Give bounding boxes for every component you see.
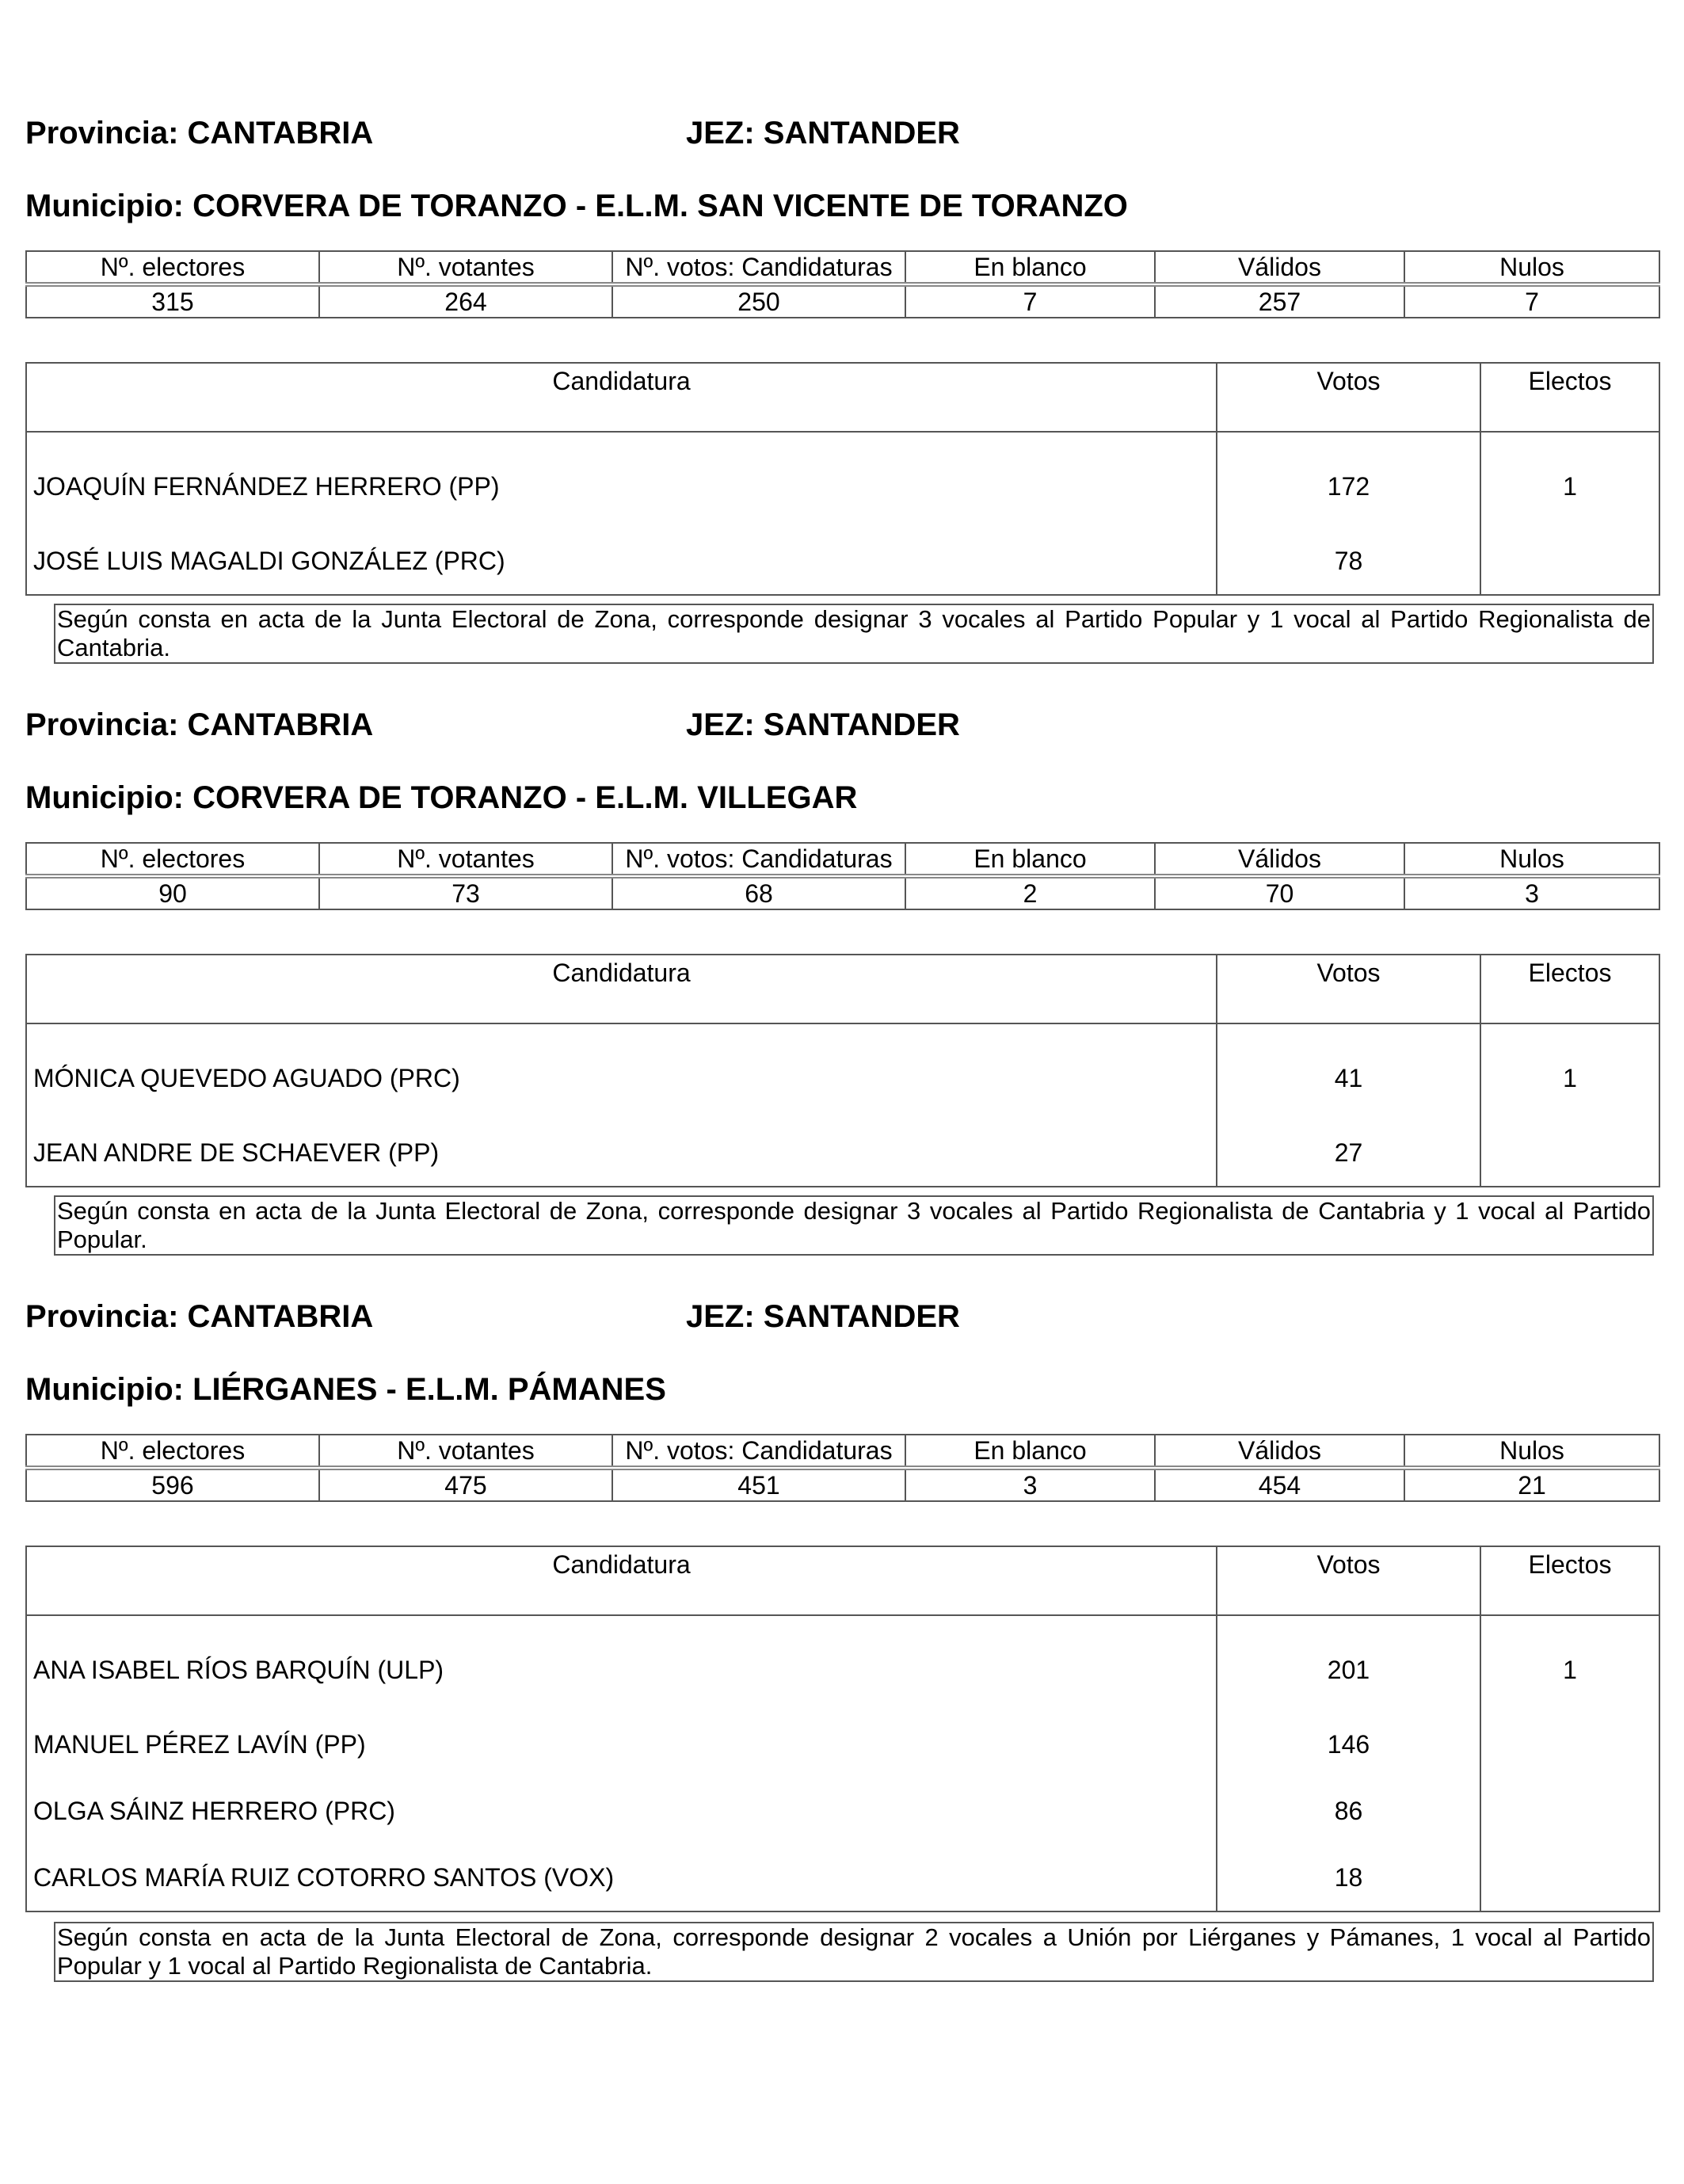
stats-header-cell: Nº. votos: Candidaturas	[612, 1435, 905, 1468]
stats-value-cell: 90	[26, 876, 319, 909]
candidate-electos: 1	[1480, 432, 1659, 528]
stats-header-cell: Nº. votantes	[319, 1435, 612, 1468]
stats-value-cell: 7	[905, 284, 1155, 318]
acta-note: Según consta en acta de la Junta Electoral de Zona, corresponde designar 3 vocales al Partido Regionalista de Cantabria y 1 vocal al Partido Popular.	[54, 1195, 1654, 1256]
stats-header-cell: Nº. votos: Candidaturas	[612, 251, 905, 284]
stats-table	[25, 842, 1660, 910]
candidate-name: ANA ISABEL RÍOS BARQUÍN (ULP)	[26, 1615, 1217, 1711]
stats-header-row	[26, 1435, 1659, 1468]
municipio-title: Municipio: CORVERA DE TORANZO - E.L.M. VILLEGAR	[25, 780, 858, 815]
candidate-row	[26, 528, 1659, 595]
votos-header: Votos	[1217, 363, 1480, 432]
votos-header: Votos	[1217, 1546, 1480, 1615]
stats-value-cell: 70	[1155, 876, 1404, 909]
jez-label: JEZ: SANTANDER	[686, 116, 960, 151]
acta-note: Según consta en acta de la Junta Electoral de Zona, corresponde designar 2 vocales a Unión por Liérganes y Pámanes, 1 vocal al Partido Popular y 1 vocal al Partido Regionalista de Cantabria.	[54, 1922, 1654, 1982]
stats-value-cell: 451	[612, 1468, 905, 1501]
stats-value-cell: 257	[1155, 284, 1404, 318]
candidate-name: OLGA SÁINZ HERRERO (PRC)	[26, 1778, 1217, 1844]
candidate-name: JOSÉ LUIS MAGALDI GONZÁLEZ (PRC)	[26, 528, 1217, 595]
stats-header-cell: Nº. votantes	[319, 843, 612, 876]
candidate-electos	[1480, 1711, 1659, 1778]
candidatura-header: Candidatura	[26, 955, 1217, 1023]
candidate-row	[26, 1844, 1659, 1911]
candidate-name: MÓNICA QUEVEDO AGUADO (PRC)	[26, 1023, 1217, 1119]
stats-table	[25, 1434, 1660, 1502]
candidate-electos	[1480, 1778, 1659, 1844]
stats-value-cell: 250	[612, 284, 905, 318]
stats-value-cell: 315	[26, 284, 319, 318]
stats-value-row	[26, 876, 1659, 909]
stats-value-cell: 21	[1404, 1468, 1659, 1501]
provincia-label: Provincia: CANTABRIA	[25, 116, 374, 151]
candidate-name: JEAN ANDRE DE SCHAEVER (PP)	[26, 1119, 1217, 1187]
stats-value-cell: 454	[1155, 1468, 1404, 1501]
candidate-name: JOAQUÍN FERNÁNDEZ HERRERO (PP)	[26, 432, 1217, 528]
municipality-block	[25, 1299, 1659, 1980]
stats-header-cell: En blanco	[905, 843, 1155, 876]
acta-note: Según consta en acta de la Junta Electoral de Zona, corresponde designar 3 vocales al Partido Popular y 1 vocal al Partido Regionalista de Cantabria.	[54, 604, 1654, 664]
stats-header-row	[26, 251, 1659, 284]
header-row	[25, 707, 1659, 755]
stats-value-cell: 2	[905, 876, 1155, 909]
stats-header-cell: Nulos	[1404, 1435, 1659, 1468]
municipality-block	[25, 707, 1659, 1253]
municipio-title: Municipio: LIÉRGANES - E.L.M. PÁMANES	[25, 1372, 666, 1407]
stats-value-cell: 3	[1404, 876, 1659, 909]
header-row	[25, 116, 1659, 163]
stats-header-cell: En blanco	[905, 251, 1155, 284]
candidate-row	[26, 1023, 1659, 1119]
candidates-header-row	[26, 363, 1659, 432]
stats-value-cell: 596	[26, 1468, 319, 1501]
candidates-header-row	[26, 1546, 1659, 1615]
candidate-row	[26, 1778, 1659, 1844]
municipio-title: Municipio: CORVERA DE TORANZO - E.L.M. SAN VICENTE DE TORANZO	[25, 189, 1128, 223]
stats-header-cell: Nulos	[1404, 251, 1659, 284]
candidate-votos: 41	[1217, 1023, 1480, 1119]
candidate-votos: 86	[1217, 1778, 1480, 1844]
candidates-table	[25, 954, 1660, 1187]
stats-header-cell: Nº. electores	[26, 1435, 319, 1468]
electos-header: Electos	[1480, 1546, 1659, 1615]
header-row	[25, 1299, 1659, 1347]
electos-header: Electos	[1480, 363, 1659, 432]
stats-header-cell: Válidos	[1155, 251, 1404, 284]
provincia-label: Provincia: CANTABRIA	[25, 707, 374, 742]
candidate-electos	[1480, 528, 1659, 595]
stats-header-cell: Válidos	[1155, 1435, 1404, 1468]
stats-header-cell: Nº. votantes	[319, 251, 612, 284]
stats-header-cell: Nº. votos: Candidaturas	[612, 843, 905, 876]
candidate-electos: 1	[1480, 1023, 1659, 1119]
stats-value-row	[26, 284, 1659, 318]
candidate-electos	[1480, 1844, 1659, 1911]
municipality-block	[25, 116, 1659, 661]
stats-value-row	[26, 1468, 1659, 1501]
provincia-label: Provincia: CANTABRIA	[25, 1299, 374, 1334]
candidate-row	[26, 1615, 1659, 1711]
candidates-header-row	[26, 955, 1659, 1023]
stats-value-cell: 3	[905, 1468, 1155, 1501]
stats-value-cell: 264	[319, 284, 612, 318]
stats-value-cell: 73	[319, 876, 612, 909]
stats-table	[25, 250, 1660, 318]
stats-value-cell: 7	[1404, 284, 1659, 318]
stats-value-cell: 68	[612, 876, 905, 909]
stats-header-row	[26, 843, 1659, 876]
candidatura-header: Candidatura	[26, 363, 1217, 432]
stats-header-cell: Válidos	[1155, 843, 1404, 876]
stats-header-cell: En blanco	[905, 1435, 1155, 1468]
jez-label: JEZ: SANTANDER	[686, 1299, 960, 1334]
candidate-votos: 172	[1217, 432, 1480, 528]
candidate-row	[26, 1711, 1659, 1778]
candidates-table	[25, 1546, 1660, 1912]
stats-header-cell: Nulos	[1404, 843, 1659, 876]
candidate-electos: 1	[1480, 1615, 1659, 1711]
candidate-votos: 201	[1217, 1615, 1480, 1711]
candidate-votos: 146	[1217, 1711, 1480, 1778]
candidatura-header: Candidatura	[26, 1546, 1217, 1615]
candidate-votos: 18	[1217, 1844, 1480, 1911]
candidate-row	[26, 1119, 1659, 1187]
electos-header: Electos	[1480, 955, 1659, 1023]
candidates-table	[25, 362, 1660, 596]
candidate-row	[26, 432, 1659, 528]
candidate-name: CARLOS MARÍA RUIZ COTORRO SANTOS (VOX)	[26, 1844, 1217, 1911]
stats-header-cell: Nº. electores	[26, 251, 319, 284]
stats-value-cell: 475	[319, 1468, 612, 1501]
votos-header: Votos	[1217, 955, 1480, 1023]
candidate-name: MANUEL PÉREZ LAVÍN (PP)	[26, 1711, 1217, 1778]
jez-label: JEZ: SANTANDER	[686, 707, 960, 742]
candidate-votos: 27	[1217, 1119, 1480, 1187]
candidate-electos	[1480, 1119, 1659, 1187]
candidate-votos: 78	[1217, 528, 1480, 595]
stats-header-cell: Nº. electores	[26, 843, 319, 876]
